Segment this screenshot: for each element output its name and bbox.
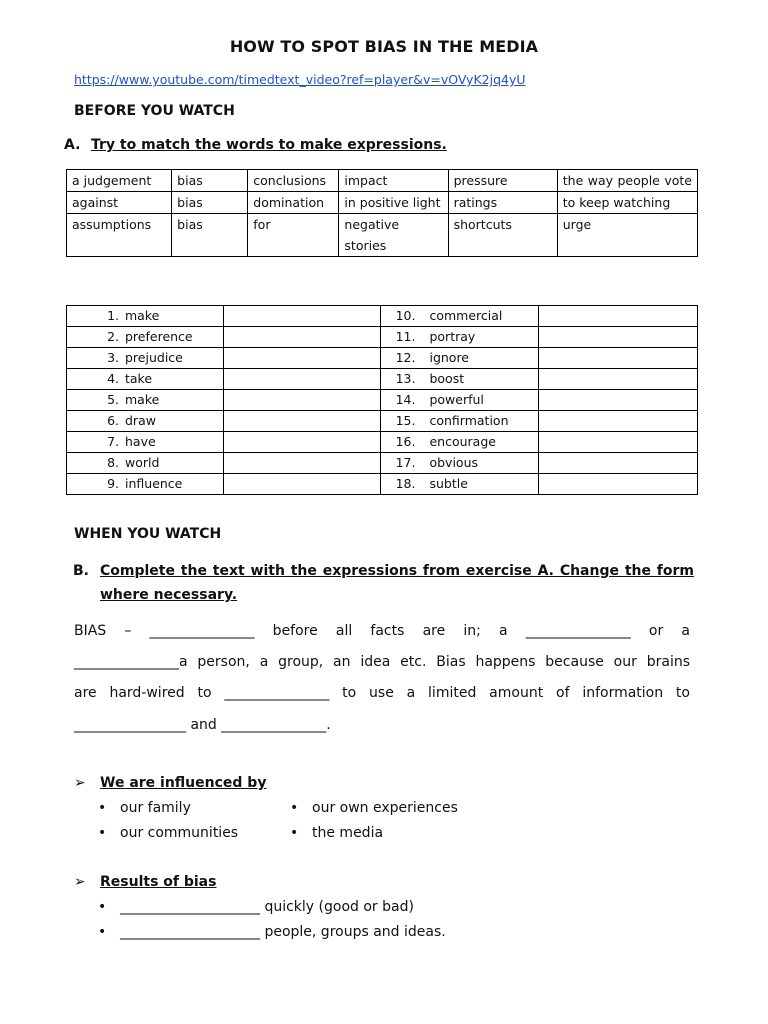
table-row [67, 474, 698, 495]
list-item [98, 899, 414, 915]
item-number: 14. [395, 392, 416, 407]
list-item-text: the media [312, 825, 384, 841]
paragraph-line: ________________ and _______________. [74, 717, 331, 733]
answer-cell[interactable] [539, 453, 698, 474]
match-word-cell [381, 432, 539, 453]
table-cell: domination [248, 192, 339, 214]
table-row [67, 432, 698, 453]
table-cell: ratings [448, 192, 557, 214]
match-word-cell [67, 327, 224, 348]
table-cell: against [67, 192, 172, 214]
table-cell: pressure [448, 170, 557, 192]
match-word-cell [67, 474, 224, 495]
item-number: 5. [107, 392, 119, 407]
item-number: 1. [107, 308, 119, 323]
answer-cell[interactable] [223, 453, 381, 474]
list-item [290, 825, 383, 841]
exercise-b-letter: B. [73, 563, 89, 579]
item-number: 13. [395, 371, 416, 386]
answer-cell[interactable] [539, 369, 698, 390]
item-word: confirmation [429, 413, 509, 428]
video-link[interactable]: https://www.youtube.com/timedtext_video?ref=player&v=vOVyK2jq4yU [74, 72, 526, 87]
item-number: 17. [395, 455, 416, 470]
item-number: 3. [107, 350, 119, 365]
match-word-cell [381, 306, 539, 327]
match-word-cell [67, 369, 224, 390]
answer-cell[interactable] [223, 432, 381, 453]
item-word: preference [125, 329, 193, 344]
item-word: prejudice [125, 350, 183, 365]
answer-cell[interactable] [539, 390, 698, 411]
arrow-right-icon: ➢ [74, 775, 86, 791]
match-word-cell [381, 390, 539, 411]
answer-cell[interactable] [223, 390, 381, 411]
table-row [67, 214, 698, 257]
table-cell: to keep watching [557, 192, 697, 214]
table-row [67, 453, 698, 474]
paragraph-line: _______________a person, a group, an idea etc. Bias happens because our brains [74, 654, 690, 670]
answer-cell[interactable] [223, 474, 381, 495]
item-word: boost [429, 371, 465, 386]
table-cell: impact [339, 170, 448, 192]
paragraph-line: are hard-wired to _______________ to use a limited amount of information to [74, 685, 690, 701]
item-word: take [125, 371, 153, 386]
bullet-dot-icon: • [98, 924, 107, 940]
item-number: 6. [107, 413, 119, 428]
bullet-dot-icon: • [98, 899, 107, 915]
item-word: powerful [429, 392, 484, 407]
table-row [67, 170, 698, 192]
table-cell: bias [172, 214, 248, 257]
bullet-dot-icon: • [290, 825, 299, 841]
table-row [67, 348, 698, 369]
list-item-text: our own experiences [312, 800, 458, 816]
item-word: encourage [429, 434, 496, 449]
list-item-text: our family [120, 800, 191, 816]
item-number: 15. [395, 413, 416, 428]
answer-cell[interactable] [539, 348, 698, 369]
exercise-a-instruction: Try to match the words to make expressions. [91, 137, 447, 153]
item-word: subtle [429, 476, 468, 491]
when-heading: WHEN YOU WATCH [74, 526, 222, 542]
table-row [67, 411, 698, 432]
answer-cell[interactable] [539, 306, 698, 327]
table-row [67, 390, 698, 411]
answer-cell[interactable] [539, 327, 698, 348]
item-word: obvious [429, 455, 479, 470]
item-number: 8. [107, 455, 119, 470]
match-word-cell [67, 411, 224, 432]
paragraph-line: BIAS – _______________ before all facts are in; a _______________ or a [74, 623, 690, 639]
exercise-a-heading [64, 137, 447, 153]
table-row [67, 306, 698, 327]
item-number: 11. [395, 329, 416, 344]
match-table-body [67, 306, 698, 495]
match-word-cell [381, 327, 539, 348]
match-word-cell [67, 348, 224, 369]
answer-cell[interactable] [539, 432, 698, 453]
match-word-cell [67, 390, 224, 411]
item-number: 2. [107, 329, 119, 344]
item-word: influence [125, 476, 183, 491]
table-cell: assumptions [67, 214, 172, 257]
table-cell: negative stories [339, 214, 448, 257]
list-item-text: ____________________ quickly (good or bad) [120, 899, 414, 915]
influenced-heading-text: We are influenced by [100, 775, 267, 791]
answer-cell[interactable] [223, 306, 381, 327]
item-word: world [125, 455, 160, 470]
before-heading: BEFORE YOU WATCH [74, 103, 235, 119]
words-table-body [67, 170, 698, 257]
answer-cell[interactable] [223, 411, 381, 432]
answer-cell[interactable] [223, 327, 381, 348]
bullet-dot-icon: • [98, 825, 107, 841]
item-word: ignore [429, 350, 470, 365]
bullet-dot-icon: • [98, 800, 107, 816]
table-cell: in positive light [339, 192, 448, 214]
list-item [290, 800, 458, 816]
table-cell: for [248, 214, 339, 257]
exercise-a-letter: A. [64, 137, 81, 153]
item-number: 7. [107, 434, 119, 449]
table-cell: a judgement [67, 170, 172, 192]
item-number: 12. [395, 350, 416, 365]
match-word-cell [381, 474, 539, 495]
item-number: 18. [395, 476, 416, 491]
item-number: 10. [395, 308, 416, 323]
match-word-cell [381, 453, 539, 474]
table-cell: the way people vote [557, 170, 697, 192]
answer-cell[interactable] [539, 411, 698, 432]
table-cell: bias [172, 170, 248, 192]
list-item [98, 924, 446, 940]
item-word: make [125, 392, 160, 407]
results-heading-text: Results of bias [100, 874, 217, 890]
match-word-cell [381, 348, 539, 369]
item-number: 16. [395, 434, 416, 449]
table-row [67, 369, 698, 390]
list-item [98, 800, 191, 816]
item-number: 4. [107, 371, 119, 386]
results-heading [74, 874, 216, 890]
exercise-b-instruction: Complete the text with the expressions from exercise A. Change the form where necessary. [100, 563, 694, 603]
match-word-cell [67, 432, 224, 453]
table-cell: bias [172, 192, 248, 214]
table-cell: conclusions [248, 170, 339, 192]
answer-cell[interactable] [223, 348, 381, 369]
item-word: draw [125, 413, 156, 428]
item-word: portray [429, 329, 476, 344]
influenced-heading [74, 775, 266, 791]
table-cell: shortcuts [448, 214, 557, 257]
match-word-cell [67, 453, 224, 474]
item-number: 9. [107, 476, 119, 491]
table-row [67, 192, 698, 214]
table-cell: urge [557, 214, 697, 257]
list-item [98, 825, 238, 841]
bullet-dot-icon: • [290, 800, 299, 816]
list-item-text: our communities [120, 825, 239, 841]
answer-cell[interactable] [539, 474, 698, 495]
match-table [66, 305, 698, 495]
answer-cell[interactable] [223, 369, 381, 390]
page-title: HOW TO SPOT BIAS IN THE MEDIA [229, 37, 539, 56]
item-word: have [125, 434, 156, 449]
list-item-text: ____________________ people, groups and ideas. [120, 924, 446, 940]
item-word: make [125, 308, 160, 323]
words-table [66, 169, 698, 257]
match-word-cell [381, 411, 539, 432]
item-word: commercial [429, 308, 503, 323]
match-word-cell [67, 306, 224, 327]
table-row [67, 327, 698, 348]
match-word-cell [381, 369, 539, 390]
arrow-right-icon: ➢ [74, 874, 86, 890]
